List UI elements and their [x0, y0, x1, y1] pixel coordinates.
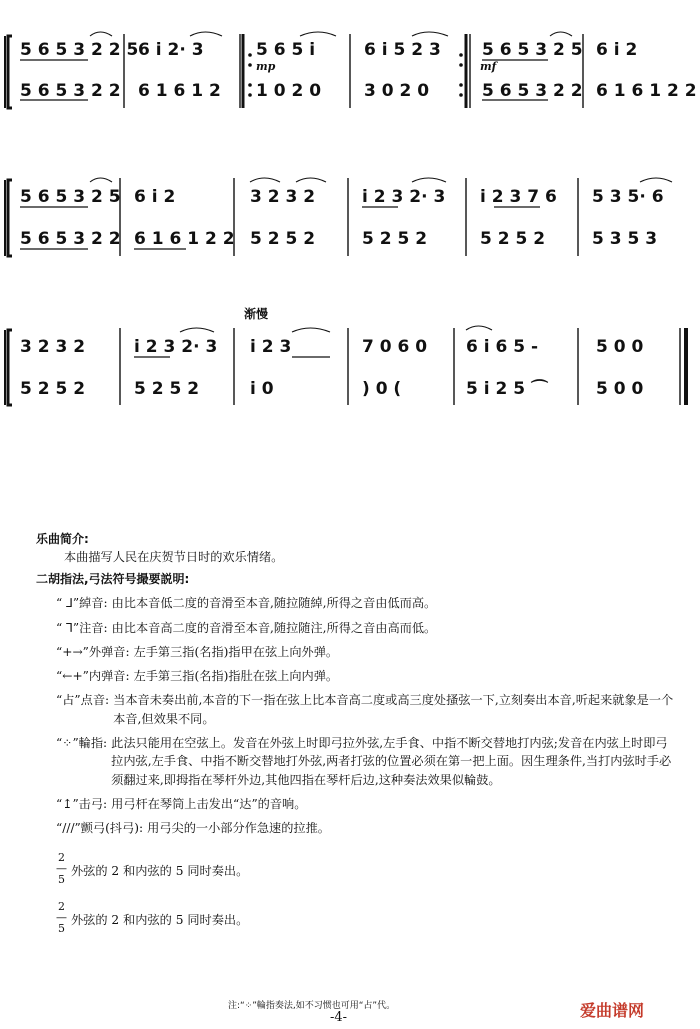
s3-m2-outer: i 2 3 2· 3	[134, 337, 218, 357]
s2-m1-inner: 5 6 5 3 2 2	[20, 229, 121, 249]
technique-item	[36, 619, 676, 637]
system-2	[5, 178, 672, 256]
double-stop-text: 外弦的 2 和内弦的 5 同时奏出。	[71, 863, 249, 878]
s2-m3-inner: 5 2 5 2	[250, 229, 316, 249]
s3-m5-outer: 6 i 6 5 -	[466, 337, 539, 357]
s2-m4-outer: i 2 3 2· 3	[362, 187, 446, 207]
music-score	[0, 0, 700, 430]
s2-m6-inner: 5 3 5 3	[592, 229, 658, 249]
s1-m5-outer: 5 6 5 3 2 5	[482, 40, 583, 60]
s1-m1-outer: 5 6 5 3 2 2 5	[20, 40, 139, 60]
s1-m5-inner: 5 6 5 3 2 2	[482, 81, 583, 101]
s3-m3-inner: i 0	[250, 379, 274, 399]
page-number: -4-	[330, 1010, 348, 1025]
double-stop-symbol-icon: 2 — 5	[56, 899, 67, 935]
s2-m2-inner: 6 1 6 1 2 2	[134, 229, 235, 249]
double-stop-note-2	[36, 901, 676, 934]
technique-text: 左手第三指(名指)指甲在弦上向外弹。	[133, 644, 339, 659]
tempo-marking: 渐慢	[244, 307, 269, 321]
dynamic-mf: mf	[480, 60, 497, 73]
technique-item	[36, 667, 676, 685]
s1-m2-inner: 6 1 6 1 2	[138, 81, 221, 101]
system-3	[5, 306, 686, 405]
double-stop-symbol-icon: 2 — 5	[56, 850, 67, 886]
s2-m5-inner: 5 2 5 2	[480, 229, 546, 249]
footnote: 注:“⁘”輪指奏法,如不习惯也可用“占”代。	[228, 1001, 396, 1011]
s2-m4-inner: 5 2 5 2	[362, 229, 428, 249]
technique-item	[36, 819, 676, 837]
technique-heading: 二胡指法,弓法符号撮要説明:	[36, 572, 190, 587]
technique-text: 左手第三指(名指)指肚在弦上向内弹。	[133, 669, 339, 684]
technique-key: “+→”外弹音:	[56, 644, 130, 659]
s3-m6-inner: 5 0 0	[596, 379, 644, 399]
s1-m4-inner: 3 0 2 0	[364, 81, 430, 101]
technique-item	[36, 691, 676, 728]
technique-text: 当本音未奏出前,本音的下一指在弦上比本音高二度或高三度处搔弦一下,立刻奏出本音,听起来就象是一个本音,但效果不同。	[113, 693, 674, 726]
s3-m1-inner: 5 2 5 2	[20, 379, 86, 399]
s2-m6-outer: 5 3 5· 6	[592, 187, 664, 207]
technique-text: 用弓尖的一小部分作急速的拉推。	[147, 821, 330, 836]
s1-m1-inner: 5 6 5 3 2 2	[20, 81, 121, 101]
technique-text: 由比本音低二度的音滑至本音,随拉随綽,所得之音由低而高。	[111, 596, 437, 611]
technique-key: “↥”击弓:	[56, 796, 108, 811]
watermark-logo: 爱曲谱网	[580, 1001, 645, 1020]
s1-m6-outer: 6 i 2	[596, 40, 638, 60]
s3-m6-outer: 5 0 0	[596, 337, 644, 357]
intro-heading: 乐曲简介:	[36, 532, 89, 546]
technique-key: “←+”内弹音:	[56, 669, 130, 684]
s2-m1-outer: 5 6 5 3 2 5	[20, 187, 121, 207]
s2-m3-outer: 3 2 3 2	[250, 187, 316, 207]
technique-key: “ ⅂”注音:	[56, 620, 108, 635]
technique-key: “ ⅃”綽音:	[56, 596, 108, 611]
technique-text: 用弓杆在琴筒上击发出“达”的音响。	[111, 796, 307, 811]
intro-text: 本曲描写人民在庆贺节日时的欢乐情绪。	[64, 550, 284, 564]
s2-m2-outer: 6 i 2	[134, 187, 176, 207]
technique-item	[36, 643, 676, 661]
s1-m6-inner: 6 1 6 1 2 2	[596, 81, 697, 101]
explanatory-notes	[36, 530, 676, 940]
s1-m3-inner: 1 0 2 0	[256, 81, 322, 101]
technique-item	[36, 734, 676, 789]
s1-m4-outer: 6 i 5 2 3	[364, 40, 441, 60]
s3-m4-inner: ) 0 (	[362, 379, 402, 399]
technique-key: “占”点音:	[56, 693, 110, 708]
technique-item	[36, 795, 676, 813]
technique-text: 由比本音高二度的音滑至本音,随拉随注,所得之音由高而低。	[111, 620, 437, 635]
s1-m2-outer: 6 i 2· 3	[138, 40, 204, 60]
s3-m3-outer: i 2 3	[250, 337, 292, 357]
technique-key: “⁘”輪指:	[56, 736, 108, 751]
s3-m5-inner: 5 i 2 5 ⌒	[466, 379, 548, 399]
dynamic-mp: mp	[256, 60, 276, 73]
s3-m1-outer: 3 2 3 2	[20, 337, 86, 357]
double-stop-text: 外弦的 2 和内弦的 5 同时奏出。	[71, 912, 249, 927]
s3-m4-outer: 7 0 6 0	[362, 337, 428, 357]
double-stop-note-1	[36, 852, 676, 885]
technique-key: “///”颤弓(抖弓):	[56, 821, 144, 836]
s2-m5-outer: i 2 3 7 6	[480, 187, 557, 207]
technique-text: 此法只能用在空弦上。发音在外弦上时即弓拉外弦,左手食、中指不断交替地打内弦;发音在内弦上时即弓拉内弦,左手食、中指不断交替地打外弦,两者打弦的位置必须在第一把上面。因生理条件,当打内弦时手必须翻过来,即拇指在琴杆外边,其他四指在琴杆后边,这种奏法效果似輪鼓。	[111, 736, 672, 787]
s3-m2-inner: 5 2 5 2	[134, 379, 200, 399]
system-1	[5, 32, 697, 108]
technique-item	[36, 594, 676, 612]
s1-m3-outer: 5 6 5 i	[256, 40, 316, 60]
